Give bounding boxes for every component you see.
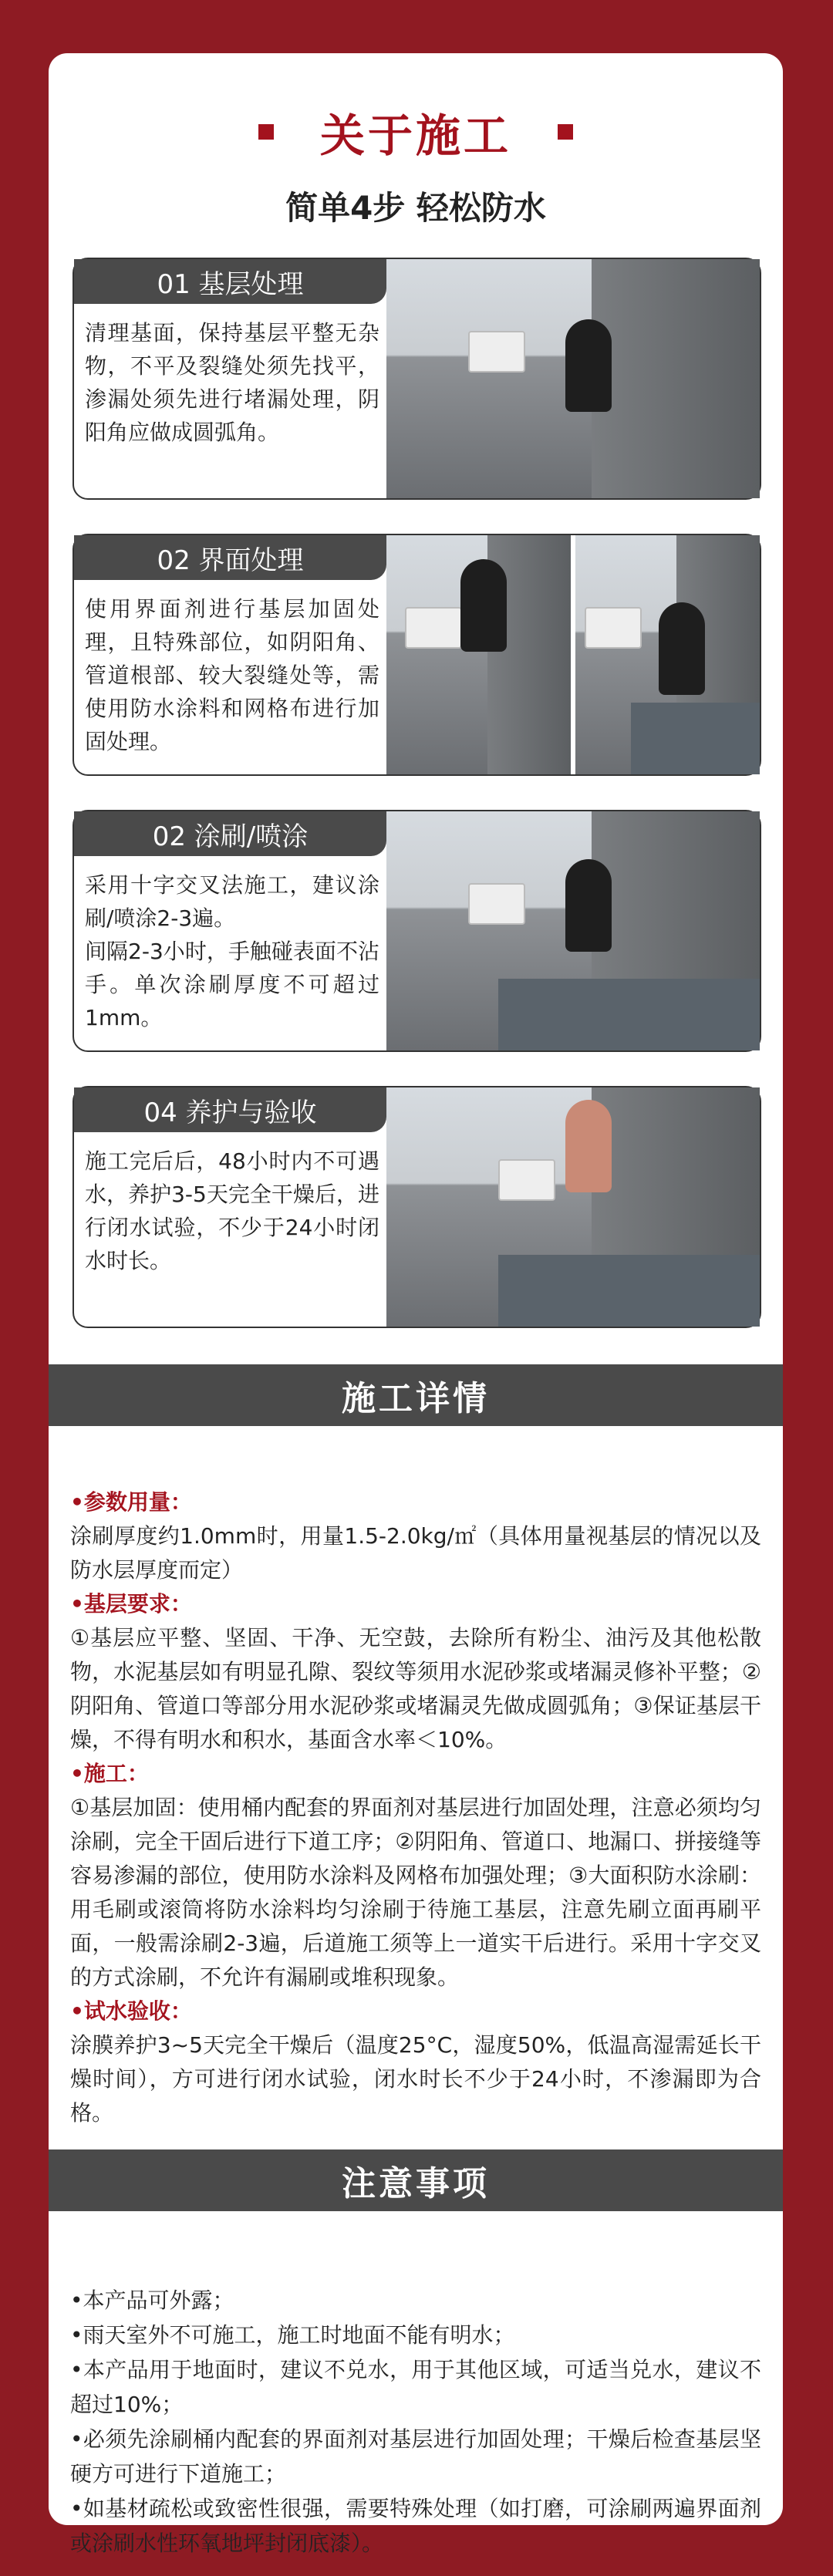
step-photo xyxy=(386,811,760,1050)
step-photo xyxy=(386,1087,760,1327)
details-section-header: 施工详情 xyxy=(49,1364,783,1426)
construction-photo xyxy=(386,259,760,498)
air-conditioner-unit xyxy=(498,1159,555,1201)
worker-figure xyxy=(659,602,705,695)
worker-figure xyxy=(460,559,507,652)
step-description: 使用界面剂进行基层加固处理，且特殊部位，如阴阳角、管道根部、较大裂缝处等，需使用防水涂料和网格布进行加固处理。 xyxy=(85,596,379,754)
page-title: 关于施工 xyxy=(319,110,511,162)
construction-photo xyxy=(386,1087,760,1327)
detail-heading: •施工： xyxy=(70,1761,149,1786)
step-info xyxy=(74,1087,386,1327)
note-item: •本产品可外露； xyxy=(70,2288,234,2313)
step-label: 02 界面处理 xyxy=(74,535,386,580)
detail-body: 涂刷厚度约1.0mm时，用量1.5-2.0kg/㎡（具体用量视基层的情况以及防水层厚度而定） xyxy=(70,1523,761,1583)
title-square-left xyxy=(258,124,274,140)
step-description: 施工完后后，48小时内不可遇水，养护3-5天完全干燥后，进行闭水试验，不少于24小时闭水时长。 xyxy=(85,1148,379,1273)
step-info xyxy=(74,535,386,774)
construction-photo xyxy=(386,811,760,1050)
step-label: 04 养护与验收 xyxy=(74,1087,386,1132)
step-card-4 xyxy=(73,1086,761,1328)
step-description: 采用十字交叉法施工，建议涂刷/喷涂2-3遍。 间隔2-3小时，手触碰表面不沾手。单次涂刷厚度不可超过1mm。 xyxy=(85,872,379,1030)
construction-photo xyxy=(386,535,571,774)
person-figure xyxy=(565,1100,612,1192)
detail-body: ①基层加固：使用桶内配套的界面剂对基层进行加固处理，注意必须均匀涂刷，完全干固后进行下道工序；②阴阳角、管道口、地漏口、拼接缝等容易渗漏的部位，使用防水涂料及网格布加强处理；③大面积防水涂刷：用毛刷或滚筒将防水涂料均匀涂刷于待施工基层，注意先刷立面再刷平面，一般需涂刷2-3遍，后道施工须等上一道实干后进行。采用十字交叉的方式涂刷，不允许有漏刷或堆积现象。 xyxy=(70,1795,761,1990)
worker-figure xyxy=(565,859,612,952)
notes-section-header: 注意事项 xyxy=(49,2149,783,2211)
step-card-3 xyxy=(73,810,761,1052)
detail-heading: •试水验收： xyxy=(70,1998,192,2024)
air-conditioner-unit xyxy=(405,607,462,649)
worker-figure xyxy=(565,319,612,412)
details-section xyxy=(70,1485,761,2130)
step-label: 01 基层处理 xyxy=(74,259,386,304)
detail-body: 涂膜养护3~5天完全干燥后（温度25°C，湿度50%，低温高湿需延长干燥时间），方可进行闭水试验，闭水时长不少于24小时，不渗漏即为合格。 xyxy=(70,2032,761,2126)
air-conditioner-unit xyxy=(585,607,642,649)
air-conditioner-unit xyxy=(468,883,525,925)
page-subtitle: 简单4步 轻松防水 xyxy=(285,189,546,227)
step-photo xyxy=(386,535,760,774)
step-info xyxy=(74,259,386,498)
construction-photo xyxy=(575,535,760,774)
note-item: •本产品用于地面时，建议不兑水，用于其他区域，可适当兑水，建议不超过10%； xyxy=(70,2357,761,2417)
step-card-1 xyxy=(73,258,761,500)
notes-section xyxy=(70,2283,761,2561)
content-card xyxy=(49,53,783,2556)
note-item: •雨天室外不可施工，施工时地面不能有明水； xyxy=(70,2322,515,2348)
air-conditioner-unit xyxy=(468,331,525,373)
note-item: •如基材疏松或致密性很强，需要特殊处理（如打磨，可涂刷两遍界面剂或涂刷水性环氧地坪封闭底漆）。 xyxy=(70,2496,761,2556)
step-photo xyxy=(386,259,760,498)
step-info xyxy=(74,811,386,1050)
step-label: 02 涂刷/喷涂 xyxy=(74,811,386,856)
detail-heading: •基层要求： xyxy=(70,1591,192,1617)
title-row xyxy=(49,99,783,164)
note-item: •必须先涂刷桶内配套的界面剂对基层进行加固处理；干燥后检查基层坚硬方可进行下道施工； xyxy=(70,2426,761,2487)
step-description: 清理基面，保持基层平整无杂物，不平及裂缝处须先找平，渗漏处须先进行堵漏处理，阴阳角应做成圆弧角。 xyxy=(85,320,379,445)
title-square-right xyxy=(558,124,573,140)
detail-heading: •参数用量： xyxy=(70,1489,192,1515)
detail-body: ①基层应平整、坚固、干净、无空鼓，去除所有粉尘、油污及其他松散物，水泥基层如有明显孔隙、裂纹等须用水泥砂浆或堵漏灵修补平整；②阴阳角、管道口等部分用水泥砂浆或堵漏灵先做成圆弧角；③保证基层干燥，不得有明水和积水，基面含水率＜10%。 xyxy=(70,1625,761,1752)
step-card-2 xyxy=(73,534,761,776)
